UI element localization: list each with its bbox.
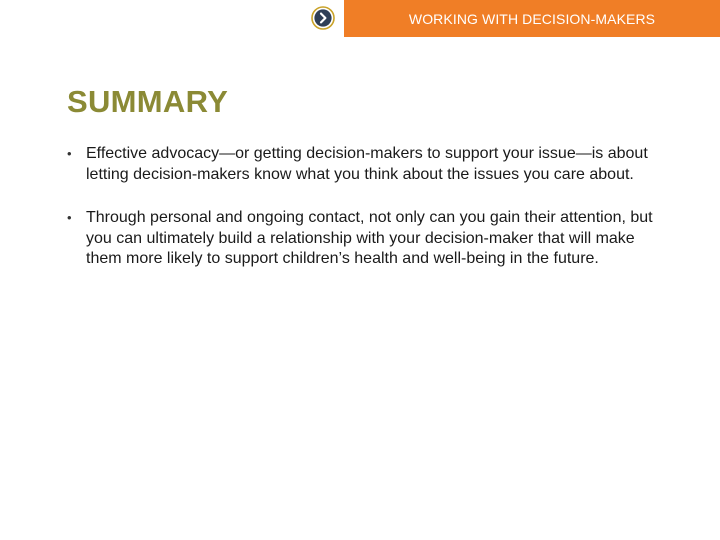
slide-title: SUMMARY bbox=[67, 84, 229, 119]
bullet-item bbox=[67, 208, 667, 270]
bullet-marker: • bbox=[67, 146, 72, 161]
bullet-text: Effective advocacy—or getting decision-makers to support your issue—is about letting decision-makers know what you think about the issues you care about. bbox=[86, 145, 648, 183]
bullet-list bbox=[67, 144, 667, 293]
section-header-banner bbox=[344, 0, 720, 37]
section-title: WORKING WITH DECISION-MAKERS bbox=[408, 10, 656, 27]
bullet-text: Through personal and ongoing contact, not only can you gain their attention, but you can ultimately build a relationship with your decision-maker that will make them more likely to support children’s health and well-being in the future. bbox=[86, 209, 653, 267]
bullet-item bbox=[67, 144, 667, 185]
bullet-marker: • bbox=[67, 210, 72, 225]
next-slide-arrow-icon[interactable] bbox=[311, 6, 335, 30]
